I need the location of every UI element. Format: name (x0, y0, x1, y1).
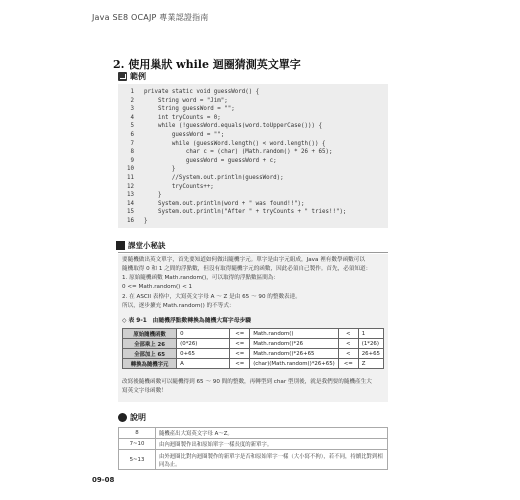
table-row (123, 339, 384, 349)
operator-cell: < (338, 329, 358, 339)
table-row (123, 329, 384, 339)
code-text: System.out.println(word + " was found!!"); (144, 200, 305, 207)
line-number: 7 (130, 140, 134, 147)
upper-bound-cell: 1 (358, 329, 383, 339)
code-text: guessWord = guessWord + c; (144, 157, 277, 164)
code-text: tryCounts++; (144, 183, 214, 190)
explanation-row (119, 450, 388, 470)
line-number: 13 (127, 192, 134, 199)
explanation-label: 說明 (130, 413, 146, 422)
tip-paragraph-line: 1. 原始隨機函數 Math.random()，可以取得的浮點數區間為： (122, 275, 280, 281)
code-text: String word = "Jim"; (144, 97, 228, 104)
tip-divider (118, 252, 388, 253)
tip-formula-line: 0 <= Math.random() < 1 (122, 284, 193, 290)
lower-bound-cell: 0+65 (177, 349, 230, 359)
code-text: } (144, 166, 176, 173)
lightbulb-icon (116, 241, 125, 250)
info-icon (118, 413, 127, 422)
line-number: 6 (130, 132, 134, 138)
code-text: while (guessWord.length() < word.length()) { (144, 140, 326, 147)
operator-cell: < (338, 349, 358, 359)
code-text: int tryCounts = 0; (144, 114, 221, 121)
line-number: 15 (127, 209, 134, 216)
tip-closing-line: 寫英文字母函數！ (122, 388, 167, 394)
page-number: 09-08 (92, 476, 115, 484)
explanation-tag (118, 412, 146, 423)
upper-bound-cell: (1*26) (358, 339, 383, 349)
line-number: 12 (127, 183, 134, 190)
expression-cell: Math.random()*26 (250, 339, 339, 349)
code-text: private static void guessWord() { (144, 89, 260, 95)
explanation-row (119, 428, 388, 439)
code-text: String guessWord = ""; (144, 106, 235, 113)
operator-cell: <= (230, 359, 250, 369)
code-text: } (144, 218, 148, 224)
line-ref-cell: 7~10 (119, 439, 156, 450)
expression-cell: Math.random() (250, 329, 339, 339)
tip-header (116, 240, 388, 251)
code-text: System.out.println("After " + tryCounts + " tries!!"); (144, 209, 347, 216)
upper-bound-cell: 26+65 (358, 349, 383, 359)
tip-paragraph-line: 要隨機做出英文單字，首先要知道如何做出隨機字元。單字是由字元組成，Java 裡有數學函數可以 (122, 257, 365, 263)
table-row (123, 359, 384, 369)
upper-bound-cell: Z (358, 359, 383, 369)
code-text: } (144, 192, 162, 199)
expression-cell: (char)(Math.random()*26+65) (250, 359, 339, 369)
tip-paragraph-line: 隨機取得 0 和 1 之間的浮點數，但沒有取得隨機字元的函數，因此必須自己製作。首先，必須知道： (122, 266, 372, 272)
operator-cell: <= (338, 359, 358, 369)
line-ref-cell: 5~13 (119, 450, 156, 470)
lower-bound-cell: A (177, 359, 230, 369)
row-label-cell: 全部乘上 26 (123, 339, 177, 349)
operator-cell: <= (230, 339, 250, 349)
explanation-text-cell: 由內迴圈製作出和原始單字一樣長度的新單字。 (156, 439, 388, 450)
explanation-row (119, 439, 388, 450)
lower-bound-cell: (0*26) (177, 339, 230, 349)
row-label-cell: 轉換為隨機字元 (123, 359, 177, 369)
code-text: char c = (char) (Math.random() * 26 + 65); (144, 149, 333, 156)
line-number: 5 (130, 123, 134, 130)
expression-cell: Math.random()*26+65 (250, 349, 339, 359)
tip-paragraph-line: 2. 在 ASCII 表格中，大寫英文字母 A ～ Z 是由 65 ～ 90 的整數表達。 (122, 294, 301, 300)
example-icon (118, 72, 127, 81)
table-caption: ◇ 表 9-1 由隨機浮點數轉換為隨機大寫字母步驟 (122, 318, 252, 324)
section-title: 2. 使用巢狀 while 迴圈猜測英文單字 (113, 58, 301, 71)
table-row (123, 349, 384, 359)
operator-cell: < (338, 339, 358, 349)
row-label-cell: 全部加上 65 (123, 349, 177, 359)
explanation-text-cell: 隨機產出大寫英文字母 A～Z。 (156, 428, 388, 439)
line-number: 14 (127, 200, 134, 207)
code-line (118, 216, 388, 226)
line-number: 2 (130, 97, 134, 104)
tip-paragraph-line: 所以，逐步擴充 Math.random() 的不等式： (122, 303, 235, 309)
line-number: 4 (130, 114, 134, 121)
operator-cell: <= (230, 349, 250, 359)
tip-title: 課堂小秘訣 (128, 241, 166, 250)
line-number: 16 (127, 218, 134, 224)
code-block (118, 84, 388, 228)
example-label: 範例 (130, 72, 146, 81)
line-number: 3 (130, 106, 134, 113)
example-tag (118, 71, 146, 82)
explanation-text-cell: 由外迴圈比對內迴圈製作的新單字是否和原始單字一樣（大小寫不拘），若不同，持續比對到相同為止。 (156, 450, 388, 470)
explanation-table (118, 427, 388, 470)
line-number: 11 (127, 175, 134, 181)
lower-bound-cell: 0 (177, 329, 230, 339)
line-ref-cell: 8 (119, 428, 156, 439)
line-number: 9 (130, 157, 134, 164)
operator-cell: <= (230, 329, 250, 339)
code-text: while (!guessWord.equals(word.toUpperCase())) { (144, 123, 322, 130)
code-text: //System.out.println(guessWord); (144, 175, 284, 181)
line-number: 1 (130, 89, 134, 95)
tip-closing-line: 改寫後隨機函數可以隨機得到 65 ～ 90 間的整數，再轉型到 char 型別後，就是我們要的隨機產生大 (122, 379, 372, 385)
line-number: 10 (127, 166, 134, 173)
code-text: guessWord = ""; (144, 132, 225, 138)
running-header: Java SE8 OCAJP 專業認證指南 (92, 13, 209, 22)
tip-box (118, 254, 388, 402)
conversion-table (122, 328, 384, 369)
row-label-cell: 原始隨機函數 (123, 329, 177, 339)
line-number: 8 (130, 149, 134, 156)
